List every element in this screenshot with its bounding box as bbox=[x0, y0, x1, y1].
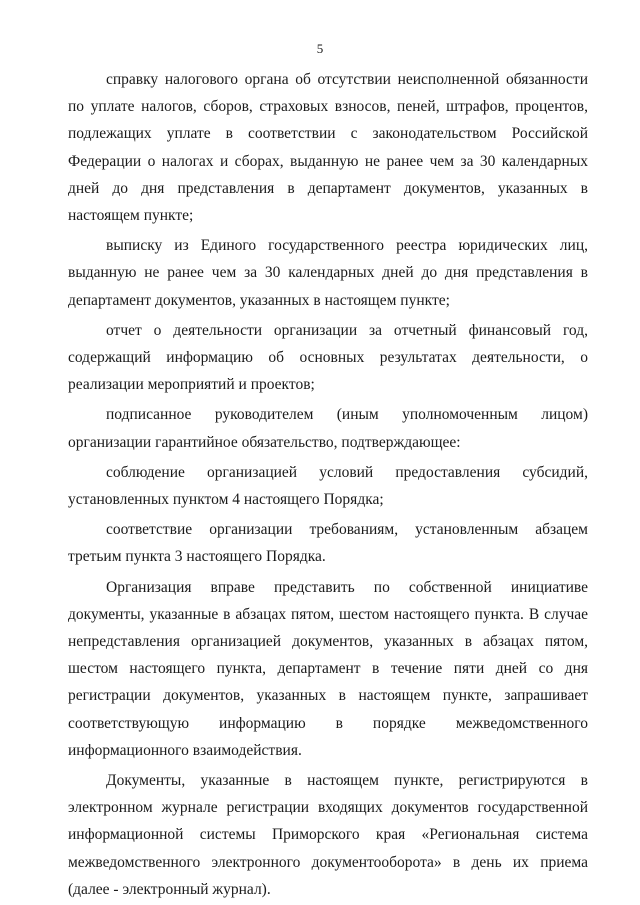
paragraph-registration: Документы, указанные в настоящем пункте, регистрируются в электронном журнале регистрации входящих документов государственной информационной системы Приморского края «Региональная система межведомственного электронного документооборота» в день их приема (далее - электронный журнал). bbox=[68, 772, 588, 898]
paragraph-guarantee-obligation: подписанное руководителем (иным уполномоченным лицом) организации гарантийное обязательство, подтверждающее: bbox=[68, 406, 588, 451]
paragraph-requirements-compliance: соответствие организации требованиям, установленным абзацем третьим пункта 3 настоящего Порядка. bbox=[68, 521, 588, 566]
document-body bbox=[68, 66, 588, 903]
paragraph-activity-report: отчет о деятельности организации за отчетный финансовый год, содержащий информацию об основных результатах деятельности, о реализации мероприятий и проектов; bbox=[68, 321, 588, 394]
paragraph-registry-extract: выписку из Единого государственного реестра юридических лиц, выданную не ранее чем за 30 календарных дней до дня представления в департамент документов, указанных в настоящем пункте; bbox=[68, 237, 588, 309]
paragraph-subsidy-conditions: соблюдение организацией условий предоставления субсидий, установленных пунктом 4 настоящего Порядка; bbox=[68, 463, 588, 509]
page-number: 5 bbox=[316, 41, 324, 56]
paragraph-tax-certificate: справку налогового органа об отсутствии неисполненной обязанности по уплате налогов, сборов, страховых взносов, пеней, штрафов, процентов, подлежащих уплате в соответствии с законодательством Российской Федерации о налогах и сборах, выданную не ранее чем за 30 календарных дней до дня представления в департамент документов, указанных в настоящем пункте; bbox=[68, 71, 588, 225]
paragraph-optional-documents: Организация вправе представить по собственной инициативе документы, указанные в абзацах пятом, шестом настоящего пункта. В случае непредставления организацией документов, указанных в абзацах пятом, шестом настоящего пункта, департамент в течение пяти дней со дня регистрации документов, указанных в настоящем пункте, запрашивает соответствующую информацию в порядке межведомственного информационного взаимодействия. bbox=[68, 578, 588, 759]
